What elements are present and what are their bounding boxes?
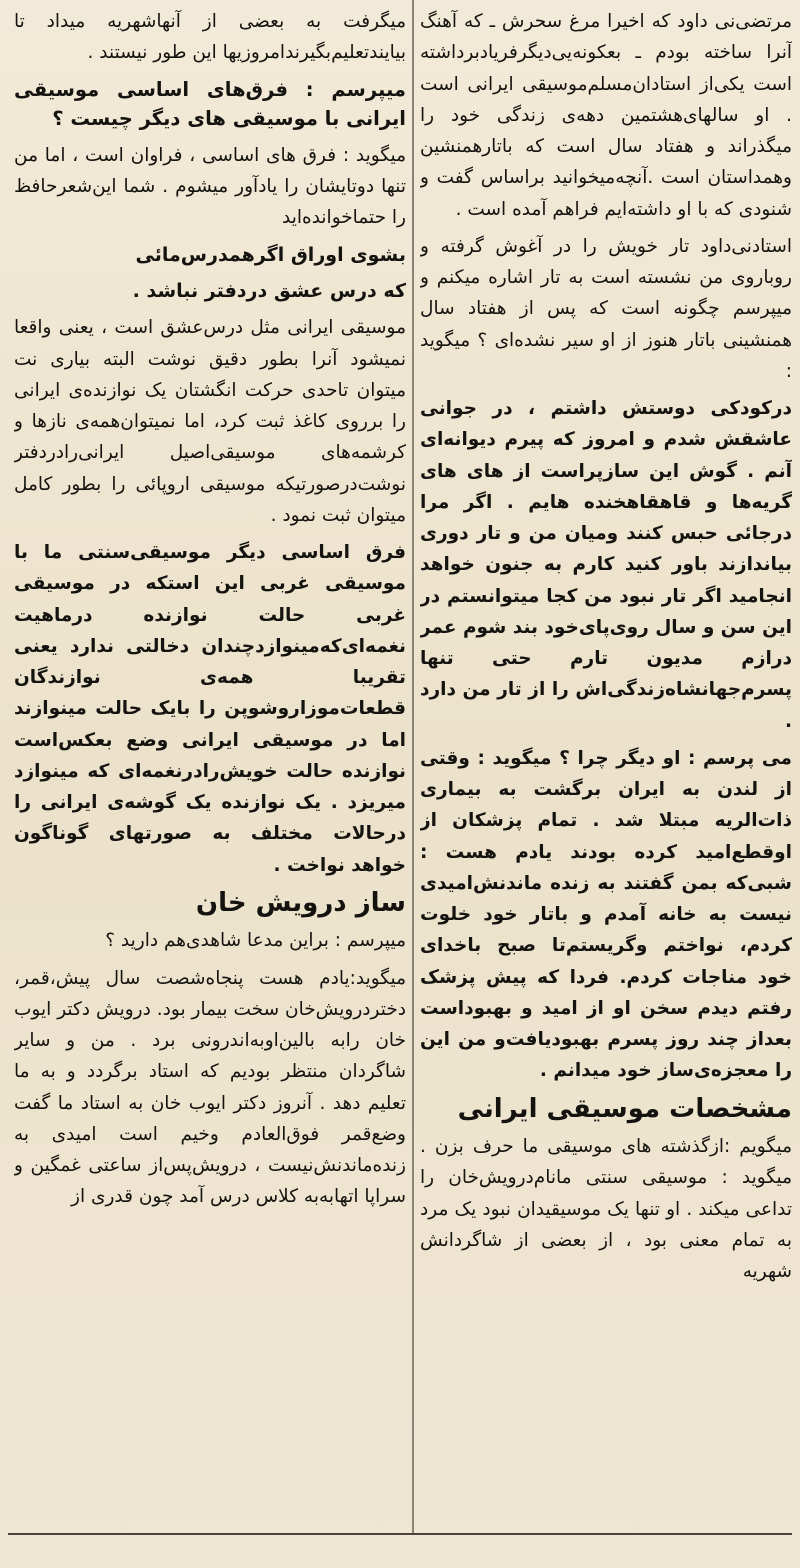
right-column [420, 6, 792, 1530]
interview-answer: میگوید : فرق های اساسی ، فراوان است ، اما من تنها دوتایشان را یادآور میشوم . شما این‌شعرحافظ را حتماخوانده‌اید [14, 144, 406, 229]
quote-paragraph: درکودکی دوستش داشتم ، در جوانی عاشقش شدم و امروز که پیرم دیوانه‌ای آنم . گوش این سازپراست از های های گریه‌ها و قاهقاهخنده هایم . اگر مرا درجائی حبس کنند ومیان من و تار دوری بیاندازند باور کنید کارم به جنون خواهد انجامید اگر تار نبود من کجا میتوانستم در این سن و سال روی‌پای‌خود بند شوم عمر درازم مدیون تارم حتی تنها پسرم‌جهانشاه‌زندگی‌اش را از تار من دارد . [420, 398, 792, 732]
poem-line: که درس عشق دردفتر نباشد . [132, 279, 406, 302]
section-heading: ساز درویش خان [195, 887, 406, 918]
interview-answer: موسیقی ایرانی مثل درس‌عشق است ، یعنی واقعا نمیشود آنرا بطور دقیق نوشت البته بیاری نت میتوان تاحدی حرکت انگشتان یک نوازنده‌ی ایرانی را برروی کاغذ ثبت کرد، اما نمیتوان‌همه‌ی نازها و کرشمه‌های موسیقی‌اصیل ایرانی‌رادردفتر نوشت‌درصورتیکه موسیقی اروپائی را بطور کامل میتوان ثبت نمود . [14, 317, 406, 526]
interview-question: میپرسم : براین مدعا شاهدی‌هم دارید ؟ [105, 930, 406, 952]
quote-paragraph: می پرسم : او دیگر چرا ؟ میگوید : وقتی از لندن به ایران برگشت به بیماری ذات‌الریه مبتلا شد . تمام پزشکان از اوقطع‌امید کرده بودند یادم هست : شبی‌که بمن گفتند به زنده ماندنش‌امیدی نیست به خانه آمدم و باتار خود خلوت کردم، نواختم وگریستم‌تا صبح باخدای خود مناجات کردم. فردا که پیش پزشک رفتم دیدم سخن او از امید و بهبوداست بعداز چند روز پسرم بهبودیافت‌و من این را معجزه‌ی‌ساز خود میدانم . [420, 747, 792, 1082]
left-column [14, 6, 406, 1530]
poem-line: بشوی اوراق اگرهمدرس‌مائی [135, 243, 406, 266]
interview-question: میپرسم : فرق‌های اساسی موسیقی ایرانی با موسیقی های دیگر چیست ؟ [14, 77, 406, 131]
article-paragraph: میگویم :ازگذشته های موسیقی ما حرف بزن . میگوید : موسیقی سنتی مانام‌درویش‌خان را تداعی میکند . او تنها یک موسیقیدان نبود یک مرد به تمام معنی بود ، از بعضی از شاگردانش شهریه [420, 1136, 792, 1282]
article-paragraph: استادنی‌داود تار خویش را در آغوش گرفته و روباروی من نشسته است به تار اشاره میکنم و میپرسم چگونه است که پس از هفتاد سال همنشینی باتار هنوز از او سیر نشده‌ای ؟ میگوید : [420, 235, 792, 382]
bottom-rule [8, 1533, 792, 1535]
article-intro: مرتضی‌نی داود که اخیرا مرغ سحرش ـ که آهنگ آنرا ساخته بودم ـ بعکونه‌یی‌دیگرفریادبرداشته است یکی‌از استادان‌مسلم‌موسیقی ایرانی است . او سالهای‌هشتمین دهه‌ی زندگی خود را میگذراند و هفتاد سال است که باتارهمنشین وهمداستان است .آنچه‌میخوانید براساس گفت و شنودی که با او داشته‌ایم فراهم آمده است . [420, 11, 792, 220]
interview-answer: میگوید:یادم هست پنجاه‌شصت سال پیش،قمر، دختردرویش‌خان سخت بیمار بود. درویش دکتر ایوب خان رابه بالین‌اوبه‌اندرونی برد . من و سایر شاگردان منتظر بودیم که استاد برگردد و به ما تعلیم دهد . آنروز دکتر ایوب خان به استاد ما گفت وضع‌قمر فوق‌العادم وخیم است امیدی به زنده‌ماندنش‌نیست ، درویش‌پس‌از ساعتی غمگین و سراپا اتهابه‌به کلاس درس آمد چون قدری از [14, 967, 406, 1208]
column-divider [412, 0, 414, 1535]
article-paragraph: میگرفت به بعضی از آنهاشهریه میداد تا بیایندتعلیم‌بگیرندامروزیها این طور نیستند . [14, 11, 406, 64]
section-heading: مشخصات موسیقی ایرانی [457, 1093, 792, 1124]
interview-answer: فرق اساسی دیگر موسیقی‌سنتی ما با موسیقی غربی این استکه در موسیقی غربی حالت نوازنده درماهیت نغمه‌ای‌که‌مینوازدچندان دخالتی ندارد یعنی تقریبا همه‌ی نوازندگان قطعات‌موزاروشوپن را بایک حالت مینوازند اما در موسیقی ایرانی وضع بعکس‌است نوازنده حالت خویش‌رادرنغمه‌ای که مینوازد میریزد . یک نوازنده یک گوشه‌ی ایرانی را درحالات مختلف به صورتهای گوناگون خواهد نواخت . [14, 542, 406, 876]
